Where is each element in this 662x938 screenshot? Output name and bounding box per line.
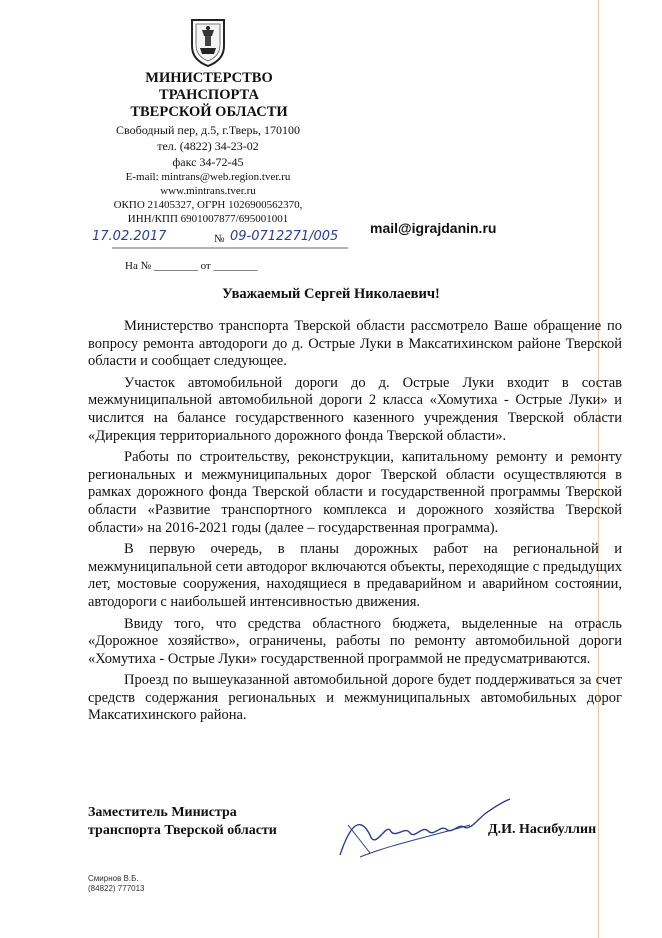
signatory-name: Д.И. Насибуллин bbox=[488, 822, 597, 837]
ministry-name-line-1: МИНИСТЕРСТВО bbox=[145, 70, 273, 86]
sender-website: www.mintrans.tver.ru bbox=[160, 185, 256, 197]
signatory-role-line-1: Заместитель Министра bbox=[88, 805, 237, 820]
signatory-role bbox=[88, 804, 277, 840]
registration-date: 17.02.2017 bbox=[92, 229, 167, 244]
coat-of-arms-icon bbox=[188, 16, 228, 68]
paragraph: Работы по строительству, реконструкции, капитальному ремонту и ремонту региональных и межмуниципальных дорог Тверской области осуществляются в рамках дорожного фонда Тверской области и государственной программы Тверской области «Развитие транспортного комплекса и дорожного хозяйства Тверской области» на 2016-2021 годы (далее – государственная программа). bbox=[88, 449, 622, 536]
sender-inn: ИНН/КПП 6901007877/695001001 bbox=[127, 213, 289, 225]
ministry-name-line-2: ТРАНСПОРТА bbox=[159, 87, 259, 103]
registration-no-label: № bbox=[214, 233, 225, 245]
paragraph: Ввиду того, что средства областного бюджета, выделенные на отрасль «Дорожное хозяйство», ограничены, работы по ремонту автомобильной дороги «Хомутиха - Острые Луки» государственной программой не предусматриваются. bbox=[88, 615, 622, 667]
reply-reference: На № ________ от ________ bbox=[125, 260, 258, 272]
paragraph: Проезд по вышеуказанной автомобильной дороге будет поддерживаться за счет средств содержания региональных и межмуниципальных автомобильных дорог Максатихинского района. bbox=[88, 672, 622, 724]
greeting: Уважаемый Сергей Николаевич! bbox=[222, 286, 440, 302]
executor-name: Смирнов В.Б. bbox=[88, 874, 139, 883]
registration-row bbox=[92, 229, 362, 251]
sender-address: Свободный пер, д.5, г.Тверь, 170100 bbox=[116, 123, 300, 137]
paragraph: Участок автомобильной дороги до д. Острые Луки входит в состав межмуниципальной автомобильной дороги 2 класса «Хомутиха - Острые Луки» и числится на балансе государственного казенного учреждения Тверской области «Дирекция территориального дорожного фонда Тверской области». bbox=[88, 374, 622, 444]
recipient-email: mail@igrajdanin.ru bbox=[370, 220, 497, 236]
sender-phone: тел. (4822) 34-23-02 bbox=[157, 139, 259, 153]
registration-underline bbox=[112, 247, 348, 249]
ministry-name-line-3: ТВЕРСКОЙ ОБЛАСТИ bbox=[130, 104, 288, 120]
sender-fax: факс 34-72-45 bbox=[172, 155, 244, 169]
sender-okpo: ОКПО 21405327, ОГРН 1026900562370, bbox=[113, 199, 303, 211]
paragraph: В первую очередь, в планы дорожных работ на региональной и межмуниципальной сети автодорог включаются объекты, переходящие с предыдущих лет, мостовые сооружения, находящиеся в предаварийном и аварийном состоянии, автодороги с наибольшей интенсивностью движения. bbox=[88, 541, 622, 610]
registration-number: 09-0712271/005 bbox=[230, 229, 339, 244]
sender-email: E-mail: mintrans@web.region.tver.ru bbox=[125, 171, 291, 183]
signatory-role-line-2: транспорта Тверской области bbox=[88, 823, 277, 838]
letter-body bbox=[88, 318, 622, 729]
executor-phone: (84822) 777013 bbox=[88, 884, 145, 893]
executor-info bbox=[88, 874, 145, 894]
paragraph: Министерство транспорта Тверской области рассмотрело Ваше обращение по вопросу ремонта автодороги до д. Острые Луки в Максатихинском районе Тверской области и сообщает следующее. bbox=[88, 318, 622, 370]
